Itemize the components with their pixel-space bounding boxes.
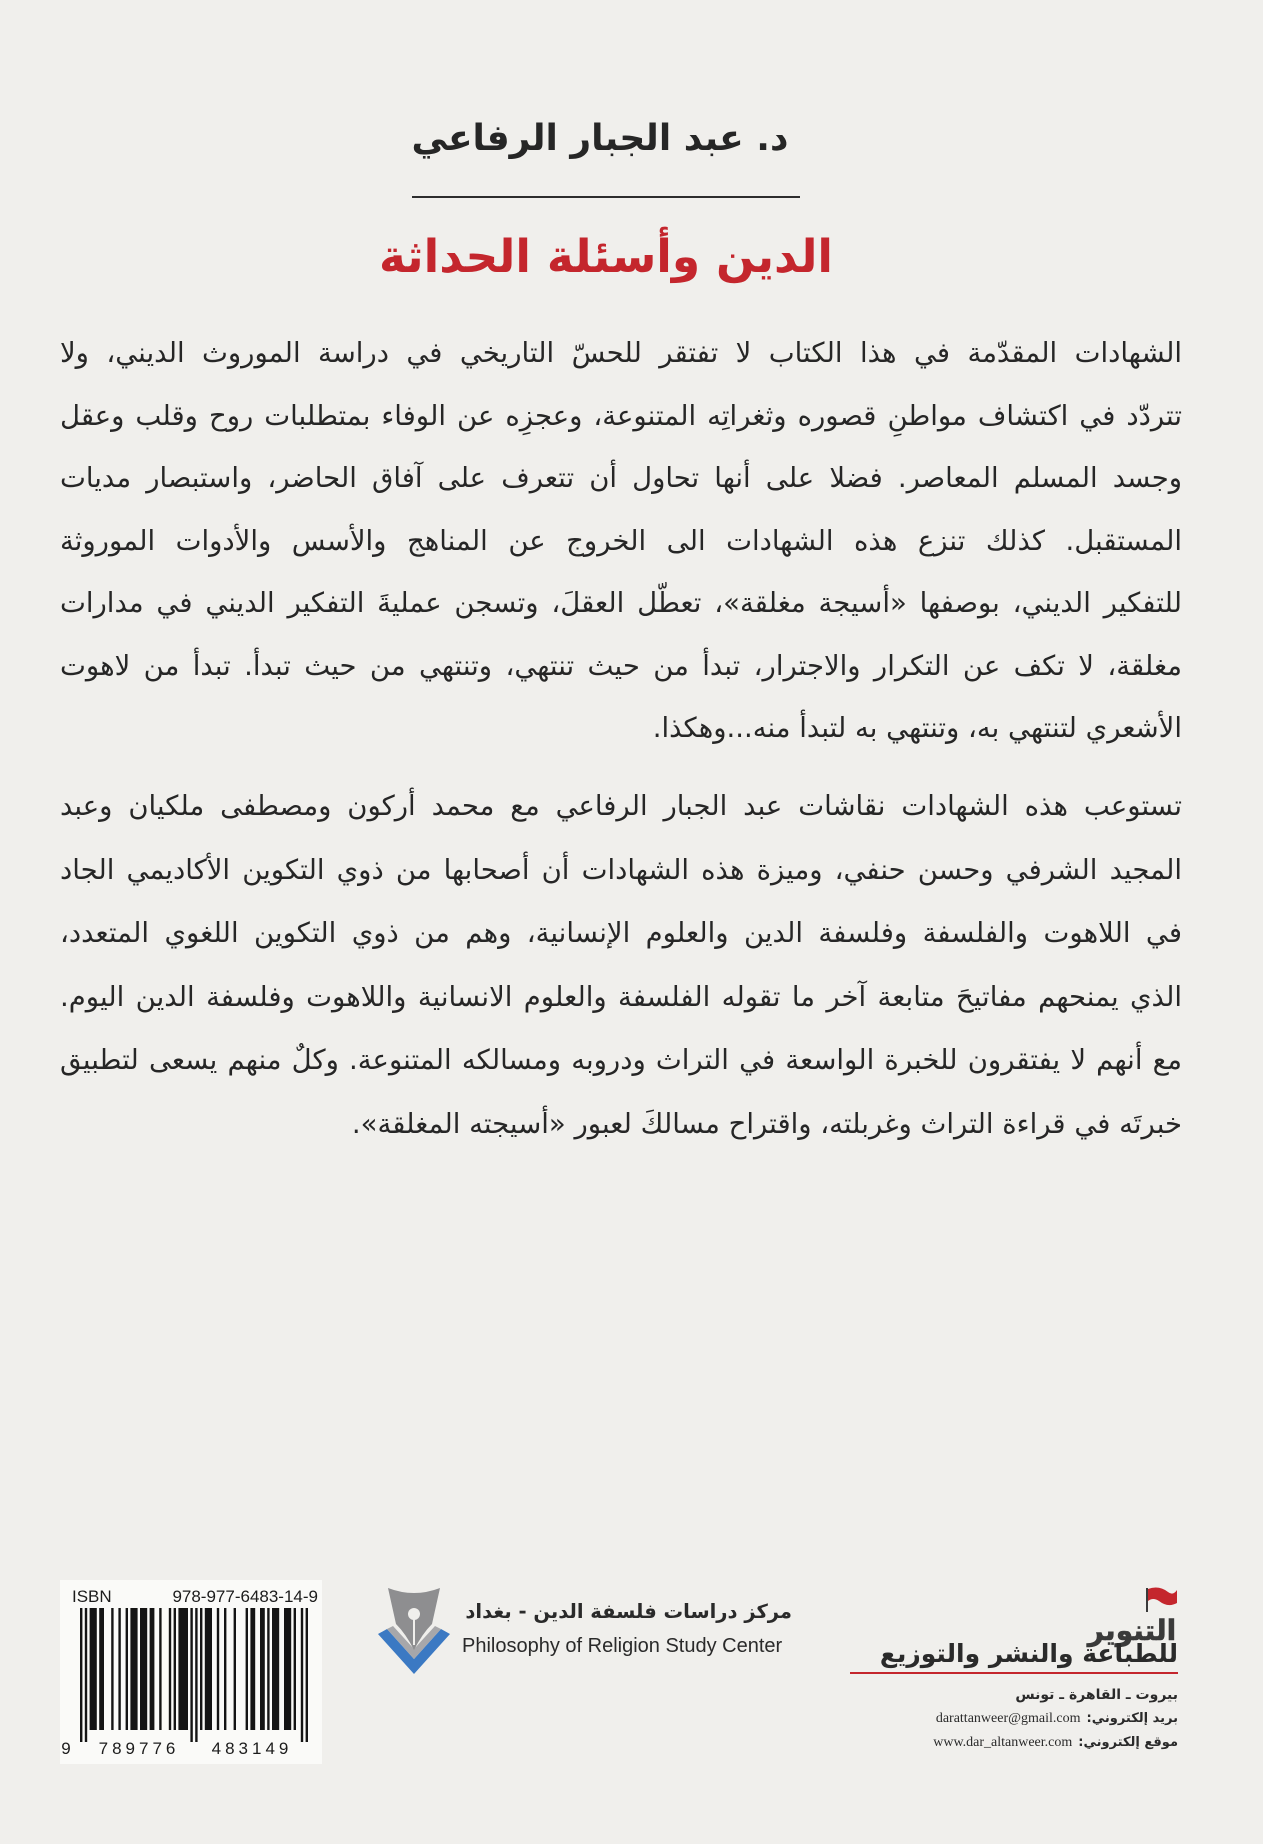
barcode-bar	[130, 1608, 137, 1730]
body-text-line: المجيد الشرفي وحسن حنفي، وميزة هذه الشهادات أن أصحابها من ذوي التكوين الأكاديمي الجاد	[60, 853, 1182, 886]
barcode-bar	[178, 1608, 188, 1730]
publisher-email-row	[860, 1708, 1178, 1730]
barcode-bar	[224, 1608, 226, 1730]
barcode-guard-bar	[195, 1608, 197, 1742]
pen-nib-hole	[408, 1608, 420, 1620]
pen-nib-book-icon	[372, 1582, 456, 1676]
barcode-bar	[250, 1608, 255, 1730]
barcode-bar	[234, 1608, 236, 1730]
barcode-bar	[272, 1608, 279, 1730]
publisher-divider	[850, 1672, 1178, 1674]
body-text-line: وجسد المسلم المعاصر. فضلا على أنها تحاول أن تتعرف على آفاق الحاضر، واستبصار مديات	[60, 462, 1182, 494]
barcode-bar	[159, 1608, 161, 1730]
barcode-bar	[217, 1608, 219, 1730]
email-address: darattanweer@gmail.com	[935, 1711, 1081, 1726]
barcode-bar	[284, 1608, 291, 1730]
barcode-bar	[200, 1608, 202, 1730]
study-center-name-arabic: مركز دراسات فلسفة الدين - بغداد	[465, 1600, 792, 1623]
body-text-line: في اللاهوت والفلسفة وفلسفة الدين والعلوم الإنسانية، وهم من ذوي التكوين اللغوي المتعدد،	[60, 917, 1182, 949]
pen-nib-slit	[413, 1619, 415, 1645]
barcode-bar	[126, 1608, 128, 1730]
barcode-bar	[294, 1608, 296, 1730]
barcode-bar	[205, 1608, 212, 1730]
barcode-left-digits: 789776	[98, 1739, 180, 1758]
body-text-line: الذي يمنحهم مفاتيحَ متابعة آخر ما تقوله الفلسفة والعلوم الانسانية واللاهوت وفلسفة الدين اليوم.	[60, 980, 1182, 1013]
blurb-paragraph-1	[60, 322, 1182, 760]
barcode-bar	[246, 1608, 248, 1730]
website-label: موقع إلكتروني:	[1078, 1735, 1178, 1750]
header-divider	[412, 196, 800, 198]
publisher-cities: بيروت ـ القاهرة ـ تونس	[1015, 1687, 1178, 1703]
book-title: الدين وأسئلة الحداثة	[378, 230, 834, 283]
barcode-bar	[150, 1608, 155, 1730]
barcode-bar	[174, 1608, 176, 1730]
body-text-line: تستوعب هذه الشهادات نقاشات عبد الجبار الرفاعي مع محمد أركون ومصطفى ملكيان وعبد	[60, 790, 1182, 822]
barcode-bar	[118, 1608, 120, 1730]
website-url: www.dar_altanweer.com	[933, 1735, 1073, 1750]
body-text-line: مغلقة، لا تكف عن التكرار والاجترار، تبدأ من حيث تنتهي، وتنتهي من حيث تبدأ. تبدأ من لاهوت	[60, 649, 1182, 682]
barcode-bar	[111, 1608, 113, 1730]
barcode-bar	[267, 1608, 269, 1730]
barcode-bar	[260, 1608, 265, 1730]
publisher-tagline: للطباعة والنشر والتوزيع	[879, 1639, 1178, 1668]
isbn-number: 978-977-6483-14-9	[172, 1587, 318, 1606]
flag-pole	[1146, 1588, 1148, 1612]
barcode-guard-bar	[190, 1608, 192, 1742]
body-text-line: الأشعري لتنتهي به، وتنتهي به لتبدأ منه...وهكذا.	[652, 712, 1182, 744]
publisher-website-row	[860, 1732, 1178, 1754]
body-text-line: للتفكير الديني، بوصفها «أسيجة مغلقة»، تعطّل العقلَ، وتسجن عمليةَ التفكير الديني في مدارات	[60, 587, 1182, 619]
barcode-bar	[169, 1608, 171, 1730]
red-flag-icon	[1148, 1588, 1177, 1606]
body-text-line: المستقبل. كذلك تنزع هذه الشهادات الى الخروج عن المناهج والأسس والأدوات الموروثة	[60, 524, 1182, 557]
study-center-name-english: Philosophy of Religion Study Center	[462, 1635, 783, 1657]
author-name: د. عبد الجبار الرفاعي	[411, 118, 789, 159]
barcode-guard-bar	[301, 1608, 303, 1742]
body-text-line: خبرتَه في قراءة التراث وغربلته، واقتراح مسالكَ لعبور «أسيجته المغلقة».	[351, 1107, 1182, 1140]
isbn-line	[72, 1586, 318, 1608]
body-text-line: مع أنهم لا يفتقرون للخبرة الواسعة في التراث ودروبه ومسالكه المتنوعة. وكلٌ منهم يسعى لتطبيق	[60, 1044, 1182, 1076]
barcode-bar	[90, 1608, 97, 1730]
barcode-bar	[140, 1608, 147, 1730]
publisher-logo-text: التنوير	[1087, 1614, 1177, 1647]
barcode-guard-bar	[85, 1608, 87, 1742]
blurb-paragraph-2	[60, 775, 1182, 1156]
barcode-bar	[99, 1608, 104, 1730]
barcode-guard-bar	[80, 1608, 82, 1742]
body-text-line: الشهادات المقدّمة في هذا الكتاب لا تفتقر للحسّ التاريخي في دراسة الموروث الديني، ولا	[60, 337, 1182, 369]
isbn-label: ISBN	[72, 1587, 112, 1606]
barcode-right-digits: 483149	[211, 1739, 293, 1758]
barcode-guard-bar	[306, 1608, 308, 1742]
barcode-first-digit: 9	[61, 1739, 75, 1758]
email-label: بريد إلكتروني:	[1086, 1711, 1178, 1726]
barcode	[60, 1608, 322, 1764]
body-text-line: تتردّد في اكتشاف مواطنِ قصوره وثغراتِه المتنوعة، وعجزِه عن الوفاء بمتطلبات روح وقلب وعقل	[60, 399, 1182, 432]
